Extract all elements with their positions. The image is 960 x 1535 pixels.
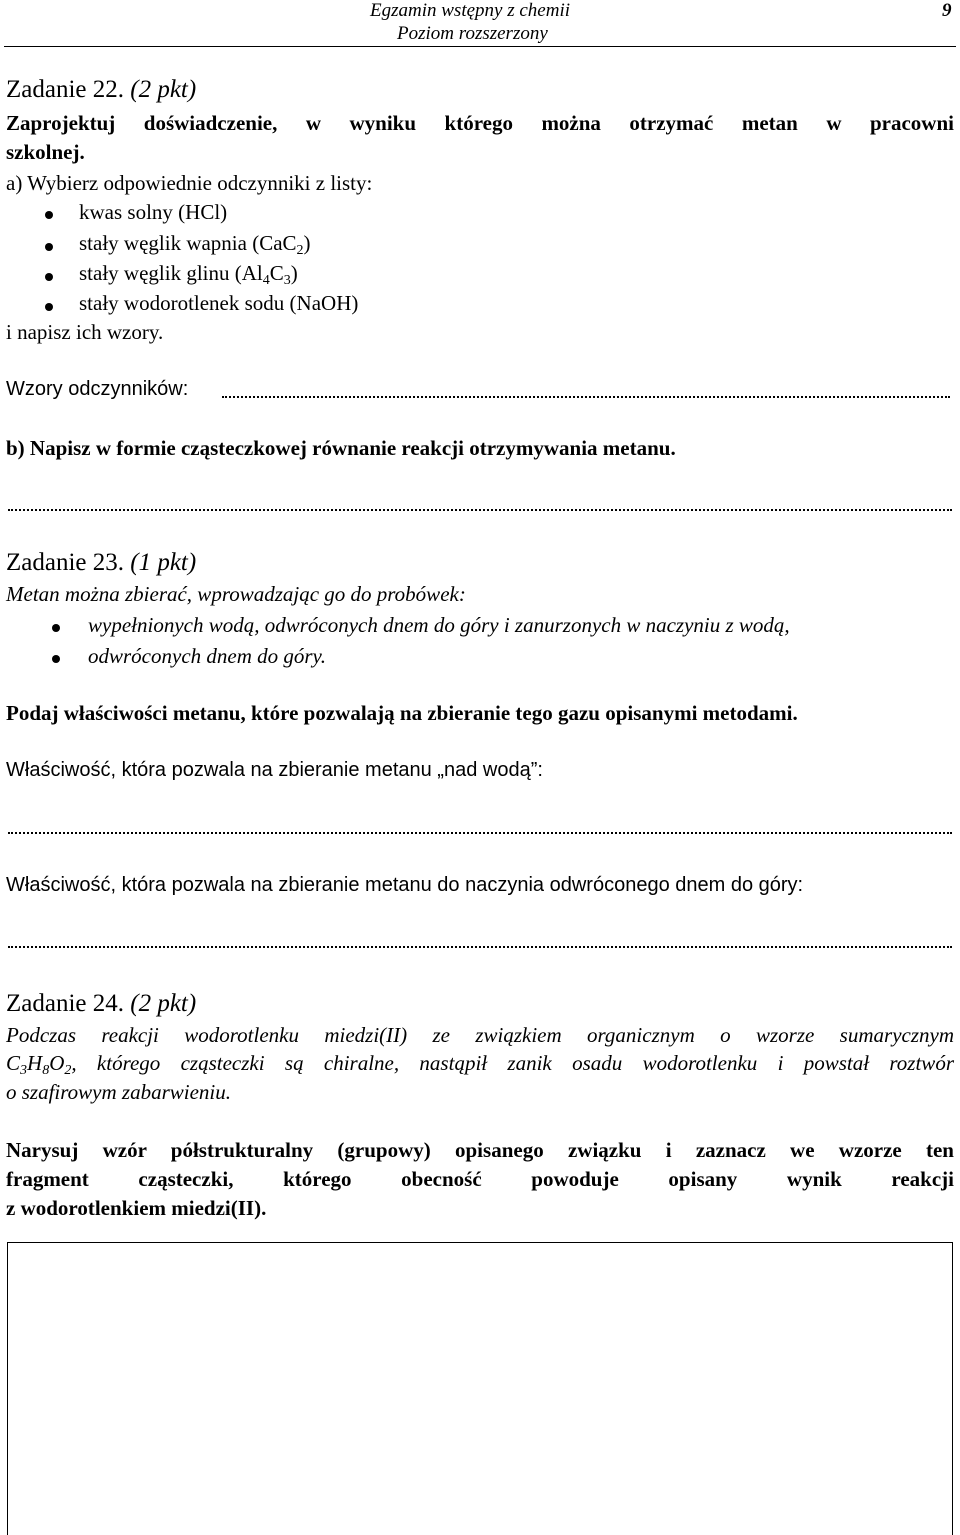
task22-part-a: a) Wybierz odpowiednie odczynniki z listy: — [6, 171, 373, 195]
property1-answer-line[interactable] — [8, 832, 952, 834]
task24-instruction-line1: Narysuj wzór półstrukturalny (grupowy) opisanego związku i zaznacz we wzorze ten — [6, 1138, 954, 1162]
reagent-2: stały węglik wapnia (CaC$_2$) — [79, 231, 311, 258]
task23-title: Zadanie 23. (1 pkt) — [6, 549, 197, 576]
formulas-answer-line[interactable] — [222, 396, 950, 398]
reaction-answer-line[interactable] — [8, 509, 952, 511]
task23-instruction: Podaj właściwości metanu, które pozwalają na zbieranie tego gazu opisanymi metodami. — [6, 701, 798, 725]
task24-text-line1: Podczas reakcji wodorotlenku miedzi(II) ze związkiem organicznym o wzorze sumarycznym — [6, 1023, 954, 1047]
collection-method-1: wypełnionych wodą, odwróconych dnem do góry i zanurzonych w naczyniu z wodą, — [88, 613, 790, 637]
compound-formula: $C_3H_8O_2$ — [6, 1051, 72, 1078]
bullet-icon — [52, 655, 60, 663]
task23-intro: Metan można zbierać, wprowadzając go do probówek: — [6, 582, 466, 606]
task24-text-line3: o szafirowym zabarwieniu. — [6, 1080, 231, 1104]
property2-answer-line[interactable] — [8, 946, 952, 948]
property2-label: Właściwość, która pozwala na zbieranie metanu do naczynia odwróconego dnem do góry: — [6, 874, 804, 896]
task22-intro-line1: Zaprojektuj doświadczenie, w wyniku którego można otrzymać metan w pracowni — [6, 111, 954, 135]
reagent-3: stały węglik glinu $(Al_4C_3)$ — [79, 261, 298, 288]
reagent-4: stały wodorotlenek sodu (NaOH) — [79, 291, 359, 315]
bullet-icon — [52, 624, 60, 632]
collection-method-2: odwróconych dnem do góry. — [88, 644, 326, 668]
task24-instruction-line2: fragment cząsteczki, którego obecność powoduje opisany wynik reakcji — [6, 1167, 954, 1191]
header-level: Poziom rozszerzony — [397, 23, 548, 44]
task22-title: Zadanie 22. (2 pkt) — [6, 76, 197, 103]
task22-part-b: b) Napisz w formie cząsteczkowej równanie reakcji otrzymywania metanu. — [6, 436, 676, 460]
bullet-icon — [45, 303, 53, 311]
reagent-1: kwas solny (HCl) — [79, 200, 228, 224]
bullet-icon — [45, 243, 53, 251]
property1-label: Właściwość, która pozwala na zbieranie metanu „nad wodą”: — [6, 759, 543, 781]
bullet-icon — [45, 273, 53, 281]
header-rule — [4, 46, 956, 47]
task24-text-line2: $C_3H_8O_2$, którego cząsteczki są chiralne, nastąpił zanik osadu wodorotlenku i powstał roztwór — [6, 1051, 954, 1078]
task22-intro-line2: szkolnej. — [6, 140, 85, 164]
task22-after-list: i napisz ich wzory. — [6, 320, 164, 344]
header-exam-title: Egzamin wstępny z chemii — [370, 0, 571, 21]
bullet-icon — [45, 211, 53, 219]
formulas-label: Wzory odczynników: — [6, 378, 189, 400]
drawing-answer-box[interactable] — [7, 1242, 953, 1535]
task24-instruction-line3: z wodorotlenkiem miedzi(II). — [6, 1196, 267, 1220]
task24-title: Zadanie 24. (2 pkt) — [6, 990, 197, 1017]
page-number: 9 — [942, 0, 952, 21]
